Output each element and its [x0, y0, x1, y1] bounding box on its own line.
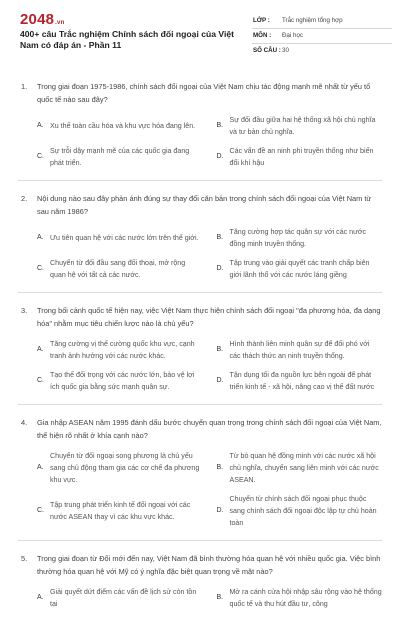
meta-row-class [252, 14, 392, 29]
option-letter: A. [37, 594, 44, 601]
option-letter: C. [37, 153, 44, 160]
answer-options [18, 226, 382, 288]
answer-options [18, 114, 382, 176]
question-item [0, 416, 400, 536]
option-letter: C. [37, 507, 44, 514]
meta-label: LỚP : [253, 17, 270, 24]
answer-option-d[interactable] [217, 493, 383, 529]
question-text: Trong giai đoạn từ Đổi mới đến nay, Việt Nam đã bình thường hóa quan hệ với nhiều quốc gia. Việc bình thường hóa quan hệ với Mỹ có ý nghĩa đặc biệt quan trọng về mặt nào? [37, 554, 381, 576]
answer-option-b[interactable] [217, 226, 383, 250]
option-letter: B. [216, 594, 224, 601]
option-text: Giải quyết dứt điểm các vấn đề lịch sử còn tồn tại [50, 588, 197, 608]
option-letter: A. [37, 234, 44, 241]
meta-value: 30 [282, 47, 289, 54]
option-letter: B. [216, 122, 224, 129]
answer-option-b[interactable] [217, 450, 383, 486]
question-list [0, 80, 400, 617]
question-item [0, 192, 400, 288]
option-letter: D. [216, 265, 224, 272]
option-text: Ưu tiên quan hệ với các nước lớn trên thế giới. [50, 234, 199, 242]
option-text: Chuyển từ chính sách đối ngoại phục thuộc sang chính sách đối ngoại độc lập tự chủ hoàn toàn [229, 495, 377, 527]
answer-options [18, 338, 382, 400]
answer-option-d[interactable] [217, 369, 383, 393]
option-letter: C. [37, 377, 44, 384]
question-header [18, 80, 382, 106]
option-text: Mở ra cánh cửa hội nhập sâu rộng vào hệ thống quốc tế và thu hút đầu tư, công [229, 588, 382, 608]
answer-option-b[interactable] [217, 586, 383, 610]
question-text: Nội dung nào sau đây phản ánh đúng sự thay đổi căn bản trong chính sách đối ngoại của Việt Nam từ sau năm 1986? [37, 194, 372, 216]
option-text: Chuyển từ đối ngoại song phương là chủ yếu sang chủ động tham gia các cơ chế đa phương khu vực. [50, 452, 200, 484]
logo-suffix: .vn [55, 20, 65, 26]
option-text: Chuyển từ đối đầu sang đối thoại, mở rộng quan hệ với tất cả các nước. [50, 259, 186, 279]
divider [18, 180, 382, 181]
answer-option-a[interactable] [37, 114, 203, 138]
document-title: 400+ câu Trắc nghiệm Chính sách đối ngoại của Việt Nam có đáp án - Phần 11 [20, 29, 235, 50]
answer-option-b[interactable] [217, 114, 383, 138]
option-text: Sự trỗi dậy mạnh mẽ của các quốc gia đang phát triển. [50, 147, 190, 167]
option-letter: D. [216, 153, 224, 160]
meta-label: MÔN : [253, 32, 272, 39]
answer-option-c[interactable] [37, 493, 203, 529]
question-header [18, 416, 382, 442]
question-number: 3. [21, 306, 28, 315]
option-text: Xu thế toàn cầu hóa và khu vực hóa đang lên. [50, 122, 196, 130]
question-header [18, 192, 382, 218]
divider [18, 292, 382, 293]
option-text: Tận dụng tối đa nguồn lực bên ngoài để phát triển kinh tế - xã hội, nâng cao vị thế đất nước [229, 371, 375, 391]
option-text: Tập trung phát triển kinh tế đối ngoại với các nước ASEAN thay vì các khu vực khác. [50, 501, 191, 521]
site-logo[interactable] [20, 11, 64, 28]
question-header [18, 304, 382, 330]
option-letter: C. [37, 265, 44, 272]
option-letter: B. [216, 346, 224, 353]
option-text: Tăng cường vị thế cường quốc khu vực, cạnh tranh ảnh hưởng với các nước khác. [50, 340, 195, 360]
answer-option-c[interactable] [37, 257, 203, 281]
option-letter: A. [37, 346, 44, 353]
answer-option-d[interactable] [217, 145, 383, 169]
document-meta [252, 14, 392, 59]
answer-option-a[interactable] [37, 450, 203, 486]
question-number: 1. [21, 82, 28, 91]
question-item [0, 304, 400, 400]
option-letter: A. [37, 464, 44, 471]
option-text: Tập trung vào giải quyết các tranh chấp biên giới lãnh thổ với các nước láng giềng [229, 259, 370, 279]
option-letter: D. [216, 377, 224, 384]
answer-options [18, 450, 382, 536]
logo-text: 2048 [20, 11, 55, 28]
meta-label: SỐ CÂU : [253, 47, 281, 54]
question-item [0, 552, 400, 617]
divider [18, 404, 382, 405]
answer-options [18, 586, 382, 617]
document-header [0, 0, 400, 74]
question-number: 5. [21, 554, 28, 563]
option-letter: B. [216, 464, 224, 471]
question-item [0, 80, 400, 176]
meta-row-count [252, 44, 392, 59]
answer-option-a[interactable] [37, 338, 203, 362]
divider [18, 540, 382, 541]
option-letter: B. [216, 234, 224, 241]
question-text: Gia nhập ASEAN năm 1995 đánh dấu bước chuyển quan trọng trong chính sách đối ngoại của Việt Nam, thể hiện rõ nhất ở khía cạnh nào? [37, 418, 382, 440]
option-text: Sự đối đầu giữa hai hệ thống xã hội chủ nghĩa và tư bản chủ nghĩa. [229, 116, 376, 136]
question-number: 2. [21, 194, 28, 203]
answer-option-d[interactable] [217, 257, 383, 281]
question-number: 4. [21, 418, 28, 427]
option-text: Tạo thế đối trọng với các nước lớn, bảo vệ lợi ích quốc gia bằng sức mạnh quân sự. [50, 371, 195, 391]
option-text: Tăng cường hợp tác quân sự với các nước đồng minh truyền thống. [229, 228, 367, 248]
option-text: Hình thành liên minh quân sự để đối phó với các thách thức an ninh truyền thống. [229, 340, 370, 360]
option-letter: D. [216, 507, 224, 514]
answer-option-b[interactable] [217, 338, 383, 362]
option-letter: A. [37, 122, 44, 129]
question-text: Trong bối cảnh quốc tế hiện nay, việc Việt Nam thực hiện chính sách đối ngoại "đa phương hóa, đa dạng hóa" nhằm mục tiêu chiến lược nào là chủ yếu? [37, 306, 381, 328]
question-text: Trong giai đoạn 1975-1986, chính sách đối ngoại của Việt Nam chịu tác động mạnh mẽ nhất từ yếu tố quốc tế nào sau đây? [37, 82, 371, 104]
answer-option-a[interactable] [37, 226, 203, 250]
question-header [18, 552, 382, 578]
option-text: Các vấn đề an ninh phi truyền thống như biến đổi khí hậu [229, 147, 374, 167]
answer-option-c[interactable] [37, 145, 203, 169]
meta-value: Trắc nghiệm tổng hợp [282, 17, 343, 24]
meta-row-subject [252, 29, 392, 44]
answer-option-a[interactable] [37, 586, 203, 610]
answer-option-c[interactable] [37, 369, 203, 393]
option-text: Từ bỏ quan hệ đồng minh với các nước xã hội chủ nghĩa, chuyển sang liên minh với các nước ASEAN. [229, 452, 379, 484]
meta-value: Đại học [282, 32, 303, 39]
